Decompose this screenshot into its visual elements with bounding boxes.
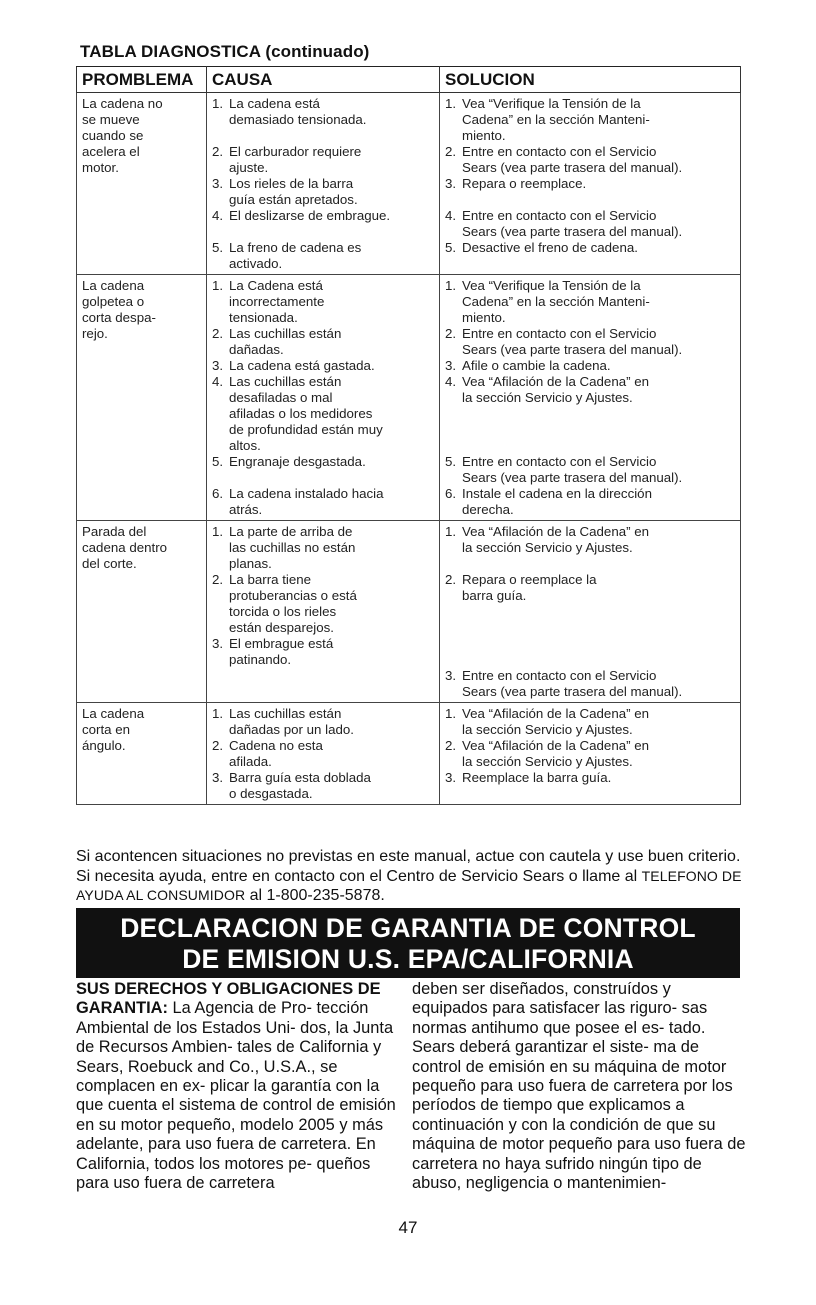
warranty-left-text: La Agencia de Pro- tección Ambiental de los Estados Uni- dos, la Junta de Recursos Ambien- tales de California y Sears, Roebuck and Co., U.S.A., se complacen en ex- plicar la garantía con la que cuenta el sistema de control de emisión en su motor pequeño, modelo 2005 y más adelante, para uso fuera de carretera. En California, todos los motores pe- queños para uso fuera de carretera	[76, 999, 396, 1193]
item-number: 1.	[445, 524, 457, 539]
table-row	[77, 703, 741, 805]
item-text	[229, 240, 434, 272]
item-line: miento.	[462, 128, 506, 143]
item-number: 1.	[445, 706, 457, 721]
warranty-left-column	[76, 980, 401, 1193]
item-text	[229, 770, 434, 802]
item-number: 3.	[445, 176, 457, 191]
solution-item	[445, 668, 735, 700]
solution-item	[445, 486, 735, 518]
problem-line: cadena dentro	[82, 540, 168, 555]
cause-item	[212, 358, 434, 374]
item-line: activado.	[229, 256, 283, 271]
item-number: 3.	[212, 770, 224, 785]
table-row	[77, 275, 741, 521]
item-text	[462, 454, 735, 486]
item-line: protuberancias o está	[229, 588, 357, 603]
item-text	[229, 486, 434, 518]
item-line: afilada.	[229, 754, 272, 769]
item-number: 4.	[212, 208, 224, 223]
help-note-phone: al 1-800-235-5878.	[245, 887, 385, 904]
item-text	[462, 706, 735, 738]
item-line: afiladas o los medidores	[229, 406, 373, 421]
item-text	[462, 738, 735, 770]
item-number: 1.	[212, 706, 224, 721]
table-body	[77, 93, 741, 805]
page-title: TABLA DIAGNOSTICA (continuado)	[80, 42, 370, 61]
item-number: 5.	[212, 240, 224, 255]
cause-item	[212, 706, 434, 738]
item-line: están desparejos.	[229, 620, 334, 635]
cause-item	[212, 176, 434, 208]
item-number: 1.	[212, 96, 224, 111]
item-line: Las cuchillas están	[229, 706, 342, 721]
item-number: 3.	[445, 770, 457, 785]
item-line: Los rieles de la barra	[229, 176, 354, 191]
item-text	[229, 524, 434, 572]
solution-item	[445, 374, 735, 406]
solution-item	[445, 770, 735, 786]
item-number: 3.	[212, 176, 224, 191]
warranty-heading: SUS DERECHOS Y OBLIGACIONES DE GARANTIA:	[76, 980, 381, 1018]
item-line: incorrectamente	[229, 294, 325, 309]
cause-cell	[207, 93, 440, 275]
problem-line: La cadena	[82, 706, 145, 721]
item-line: Las cuchillas están	[229, 374, 342, 389]
solution-item	[445, 572, 735, 604]
item-number: 2.	[445, 572, 457, 587]
problem-line: cuando se	[82, 128, 144, 143]
item-line: La cadena está gastada.	[229, 358, 375, 373]
item-text	[229, 96, 434, 128]
problem-line: La cadena	[82, 278, 145, 293]
problem-cell	[77, 703, 207, 805]
item-line: las cuchillas no están	[229, 540, 356, 555]
problem-line: del corte.	[82, 556, 137, 571]
item-line: ajuste.	[229, 160, 269, 175]
solution-item	[445, 96, 735, 144]
cause-cell	[207, 275, 440, 521]
cause-item	[212, 770, 434, 802]
problem-line: Parada del	[82, 524, 147, 539]
item-text	[229, 374, 434, 454]
item-line: Repara o reemplace la	[462, 572, 597, 587]
item-text	[462, 524, 735, 556]
solution-item	[445, 240, 735, 256]
header-solution: SOLUCION	[440, 67, 741, 93]
table-row	[77, 93, 741, 275]
item-line: Las cuchillas están	[229, 326, 342, 341]
item-line: atrás.	[229, 502, 263, 517]
item-number: 6.	[212, 486, 224, 501]
problem-line: corta en	[82, 722, 131, 737]
diagnostic-table	[76, 66, 741, 805]
item-text	[229, 706, 434, 738]
item-line: Repara o reemplace.	[462, 176, 587, 191]
item-line: Vea “Afilación de la Cadena” en	[462, 738, 650, 753]
item-number: 4.	[445, 208, 457, 223]
item-line: Vea “Afilación de la Cadena” en	[462, 374, 650, 389]
item-line: guía están apretados.	[229, 192, 358, 207]
solution-item	[445, 454, 735, 486]
item-number: 1.	[212, 278, 224, 293]
header-cause: CAUSA	[207, 67, 440, 93]
item-text	[462, 770, 735, 786]
item-line: altos.	[229, 438, 261, 453]
solution-item	[445, 208, 735, 240]
warranty-right-column	[412, 980, 747, 1193]
item-number: 5.	[212, 454, 224, 469]
problem-line: ángulo.	[82, 738, 126, 753]
item-line: la sección Servicio y Ajustes.	[462, 540, 633, 555]
item-text	[462, 176, 735, 192]
problem-line: rejo.	[82, 326, 108, 341]
item-text	[229, 572, 434, 636]
item-text	[462, 374, 735, 406]
item-number: 6.	[445, 486, 457, 501]
solution-item	[445, 326, 735, 358]
item-text	[462, 486, 735, 518]
item-line: de profundidad están muy	[229, 422, 383, 437]
item-line: demasiado tensionada.	[229, 112, 367, 127]
problem-line: motor.	[82, 160, 119, 175]
item-number: 2.	[212, 144, 224, 159]
solution-cell	[440, 703, 741, 805]
item-line: Sears (vea parte trasera del manual).	[462, 342, 683, 357]
item-text	[229, 208, 434, 224]
help-note-text: Si acontencen situaciones no previstas en este manual, actue con cautela y use buen criterio. Si necesita ayuda, entre en contacto con el Centro de Servicio Sears o llame al	[76, 848, 741, 885]
item-text	[462, 208, 735, 240]
table-row	[77, 521, 741, 703]
item-line: La cadena instalado hacia	[229, 486, 384, 501]
item-number: 3.	[212, 636, 224, 651]
item-number: 1.	[445, 96, 457, 111]
warranty-banner	[76, 908, 740, 978]
item-line: La freno de cadena es	[229, 240, 362, 255]
item-line: Vea “Verifique la Tensión de la	[462, 278, 641, 293]
solution-cell	[440, 93, 741, 275]
item-text	[229, 326, 434, 358]
item-line: Entre en contacto con el Servicio	[462, 668, 657, 683]
cause-item	[212, 278, 434, 326]
item-line: barra guía.	[462, 588, 527, 603]
item-text	[462, 240, 735, 256]
item-number: 2.	[212, 572, 224, 587]
item-line: Entre en contacto con el Servicio	[462, 208, 657, 223]
item-number: 4.	[445, 374, 457, 389]
cause-item	[212, 454, 434, 470]
solution-item	[445, 524, 735, 556]
item-line: La Cadena está	[229, 278, 323, 293]
item-line: planas.	[229, 556, 272, 571]
solution-item	[445, 176, 735, 192]
item-text	[229, 278, 434, 326]
item-line: La barra tiene	[229, 572, 312, 587]
item-text	[462, 278, 735, 326]
item-number: 1.	[445, 278, 457, 293]
item-text	[229, 738, 434, 770]
banner-line-2: DE EMISION U.S. EPA/CALIFORNIA	[182, 944, 634, 974]
cause-item	[212, 326, 434, 358]
item-number: 5.	[445, 454, 457, 469]
help-note-phone-label: TELEFONO DE AYUDA AL CONSUMIDOR	[76, 867, 742, 903]
item-line: la sección Servicio y Ajustes.	[462, 754, 633, 769]
item-line: Entre en contacto con el Servicio	[462, 144, 657, 159]
cause-item	[212, 572, 434, 636]
item-line: Vea “Afilación de la Cadena” en	[462, 524, 650, 539]
page-number: 47	[398, 1218, 418, 1237]
item-number: 2.	[445, 738, 457, 753]
solution-item	[445, 144, 735, 176]
item-text	[229, 176, 434, 208]
header-problem: PROMBLEMA	[77, 67, 207, 93]
item-line: torcida o los rieles	[229, 604, 337, 619]
item-text	[462, 326, 735, 358]
item-text	[229, 454, 434, 470]
item-number: 4.	[212, 374, 224, 389]
problem-line: corta despa-	[82, 310, 156, 325]
item-line: Vea “Afilación de la Cadena” en	[462, 706, 650, 721]
item-line: La cadena está	[229, 96, 320, 111]
item-line: Entre en contacto con el Servicio	[462, 326, 657, 341]
item-line: Sears (vea parte trasera del manual).	[462, 470, 683, 485]
item-line: la sección Servicio y Ajustes.	[462, 722, 633, 737]
item-text	[229, 636, 434, 668]
item-line: La parte de arriba de	[229, 524, 353, 539]
item-line: Reemplace la barra guía.	[462, 770, 612, 785]
item-line: Instale el cadena en la dirección	[462, 486, 652, 501]
cause-item	[212, 374, 434, 454]
item-number: 2.	[445, 144, 457, 159]
item-line: tensionada.	[229, 310, 298, 325]
item-number: 2.	[212, 738, 224, 753]
item-number: 3.	[212, 358, 224, 373]
cause-item	[212, 738, 434, 770]
cause-cell	[207, 703, 440, 805]
item-number: 3.	[445, 668, 457, 683]
item-number: 1.	[212, 524, 224, 539]
item-line: El deslizarse de embrague.	[229, 208, 391, 223]
item-line: Sears (vea parte trasera del manual).	[462, 224, 683, 239]
solution-item	[445, 278, 735, 326]
item-line: dañadas por un lado.	[229, 722, 354, 737]
item-line: desafiladas o mal	[229, 390, 333, 405]
item-line: El embrague está	[229, 636, 334, 651]
cause-item	[212, 144, 434, 176]
item-line: Sears (vea parte trasera del manual).	[462, 684, 683, 699]
solution-item	[445, 706, 735, 738]
item-line: derecha.	[462, 502, 514, 517]
solution-item	[445, 738, 735, 770]
problem-line: La cadena no	[82, 96, 163, 111]
problem-line: acelera el	[82, 144, 140, 159]
item-line: o desgastada.	[229, 786, 313, 801]
cause-item	[212, 240, 434, 272]
banner-line-1: DECLARACION DE GARANTIA DE CONTROL	[120, 913, 696, 943]
cause-item	[212, 96, 434, 128]
item-text	[462, 358, 735, 374]
item-number: 2.	[445, 326, 457, 341]
solution-item	[445, 358, 735, 374]
item-line: Cadena” en la sección Manteni-	[462, 112, 650, 127]
table-header-row	[77, 67, 741, 93]
item-line: Afile o cambie la cadena.	[462, 358, 611, 373]
problem-cell	[77, 275, 207, 521]
item-line: El carburador requiere	[229, 144, 362, 159]
item-line: Cadena no esta	[229, 738, 323, 753]
cause-item	[212, 636, 434, 668]
problem-cell	[77, 93, 207, 275]
solution-cell	[440, 521, 741, 703]
solution-cell	[440, 275, 741, 521]
item-line: Cadena” en la sección Manteni-	[462, 294, 650, 309]
problem-cell	[77, 521, 207, 703]
cause-item	[212, 524, 434, 572]
item-text	[229, 144, 434, 176]
cause-cell	[207, 521, 440, 703]
cause-item	[212, 208, 434, 224]
cause-item	[212, 486, 434, 518]
item-line: Engranaje desgastada.	[229, 454, 366, 469]
item-line: Entre en contacto con el Servicio	[462, 454, 657, 469]
item-number: 3.	[445, 358, 457, 373]
item-line: Vea “Verifique la Tensión de la	[462, 96, 641, 111]
warranty-right-text: deben ser diseñados, construídos y equipados para satisfacer las riguro- sas normas antihumo que posee el es- tado. Sears deberá garantizar el siste- ma de control de emisión en su máquina de motor pequeño para uso fuera de carretera por los períodos de tiempo que explicamos a continuación y con la condición de que su máquina de motor pequeño para uso fuera de carretera no haya sufrido ningún tipo de abuso, negligencia o mantenimien-	[412, 980, 746, 1193]
item-text	[462, 668, 735, 700]
item-line: Barra guía esta doblada	[229, 770, 371, 785]
item-line: dañadas.	[229, 342, 284, 357]
item-number: 5.	[445, 240, 457, 255]
item-line: patinando.	[229, 652, 292, 667]
item-line: Sears (vea parte trasera del manual).	[462, 160, 683, 175]
problem-line: se mueve	[82, 112, 140, 127]
item-text	[229, 358, 434, 374]
help-note	[76, 848, 746, 906]
item-line: miento.	[462, 310, 506, 325]
item-line: la sección Servicio y Ajustes.	[462, 390, 633, 405]
item-number: 2.	[212, 326, 224, 341]
item-text	[462, 96, 735, 144]
item-text	[462, 144, 735, 176]
item-text	[462, 572, 735, 604]
item-line: Desactive el freno de cadena.	[462, 240, 638, 255]
problem-line: golpetea o	[82, 294, 145, 309]
